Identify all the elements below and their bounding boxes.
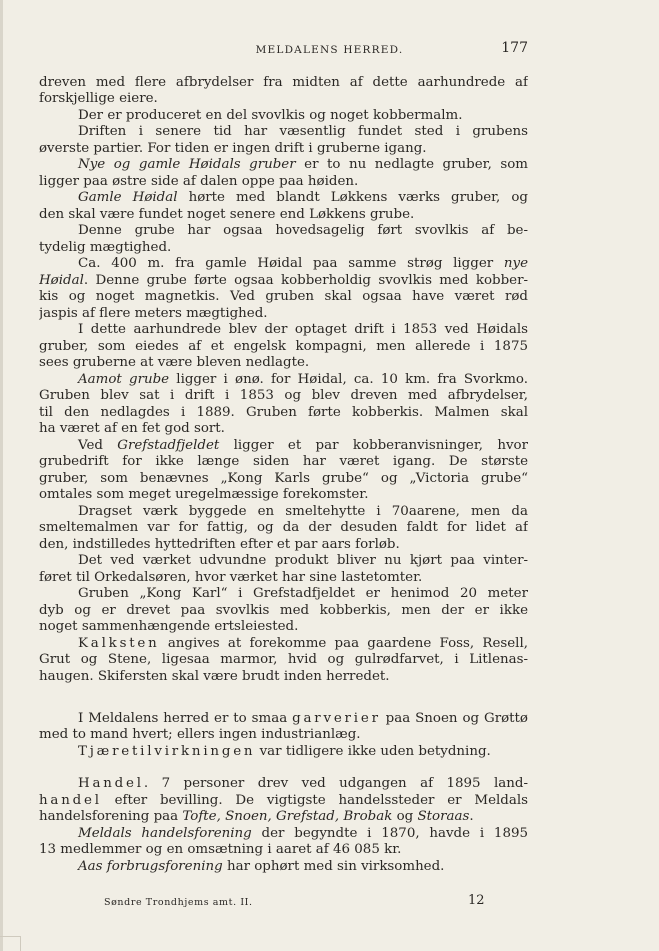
text-line: Grut og Stene, ligesaa marmor, hvid og gulrødfarvet, i Litlenas- [39,652,528,667]
text-line: smeltemalmen var for fattig, og da der desuden faldt for lidet af [39,520,528,535]
text-line: Det ved værket udvundne produkt bliver nu kjørt paa vinter- [78,553,528,568]
text-line: Aas forbrugsforening har ophørt med sin virksomhed. [78,859,445,874]
text-line: med to mand hvert; ellers ingen industrianlæg. [39,727,361,742]
text-line: Dragset værk byggede en smeltehytte i 70aarene, men da [78,504,528,519]
text-line: handel efter bevilling. De vigtigste handelssteder er Meldals [39,793,528,808]
text-line: noget sammenhængende ertsleiested. [39,619,299,634]
text-line: I dette aarhundrede blev der optaget drift i 1853 ved Høidals [78,322,528,337]
page-corner [0,936,21,951]
text-line: grubedrift for ikke længe siden har været igang. De største [39,454,528,469]
page-edge [0,0,3,951]
text-line: Handel. 7 personer drev ved udgangen af 1895 land- [78,776,528,791]
text-line: gruber, som eiedes af et engelsk kompagni, men allerede i 1875 [39,339,528,354]
text-line: Driften i senere tid har væsentlig fundet sted i grubens [78,124,528,139]
footer-signature: Søndre Trondhjems amt. II. [104,897,253,908]
text-line: Gamle Høidal hørte med blandt Løkkens værks gruber, og [78,190,528,205]
text-line: Gruben blev sat i drift i 1853 og blev dreven med afbrydelser, [39,388,528,403]
text-line: omtales som meget uregelmæssige forekomster. [39,487,369,502]
text-line: Der er produceret en del svovlkis og noget kobbermalm. [78,108,463,123]
text-line: Ved Grefstadfjeldet ligger et par kobberanvisninger, hvor [78,438,528,453]
text-line: gruber, som benævnes „Kong Karls grube“ og „Victoria grube“ [39,471,528,486]
text-line: Nye og gamle Høidals gruber er to nu nedlagte gruber, som [78,157,528,172]
text-line: kis og noget magnetkis. Ved gruben skal ogsaa have været rød [39,289,528,304]
text-line: sees gruberne at være bleven nedlagte. [39,355,310,370]
text-line: I Meldalens herred er to smaa garverier paa Snoen og Grøttø [78,711,528,726]
text-line: Aamot grube ligger i ønø. for Høidal, ca. 10 km. fra Svorkmo. [78,372,528,387]
text-line: øverste partier. For tiden er ingen drift i gruberne igang. [39,141,427,156]
text-line: Ca. 400 m. fra gamle Høidal paa samme strøg ligger nye [78,256,528,271]
running-header: MELDALENS HERRED. [255,44,404,56]
footer-sheet-number: 12 [468,893,485,908]
text-line: Tjæretilvirkningen var tidligere ikke uden betydning. [78,744,491,759]
text-line: tydelig mægtighed. [39,240,172,255]
text-line: den skal være fundet noget senere end Løkkens grube. [39,207,415,222]
text-line: handelsforening paa Tofte, Snoen, Grefstad, Brobak og Storaas. [39,809,474,824]
text-line: ligger paa østre side af dalen oppe paa høiden. [39,174,359,189]
text-line: Denne grube har ogsaa hovedsagelig ført svovlkis af be- [78,223,528,238]
text-line: Gruben „Kong Karl“ i Grefstadfjeldet er henimod 20 meter [78,586,528,601]
text-line: føret til Orkedalsøren, hvor værket har sine lastetomter. [39,570,423,585]
text-line: Meldals handelsforening der begyndte i 1870, havde i 1895 [78,826,528,841]
page-number: 177 [501,40,528,56]
text-line: ha været af en fet god sort. [39,421,225,436]
text-line: til den nedlagdes i 1889. Gruben førte kobberkis. Malmen skal [39,405,528,420]
text-line: forskjellige eiere. [39,91,158,106]
text-line: dyb og er drevet paa svovlkis med kobberkis, men der er ikke [39,603,528,618]
text-line: jaspis af flere meters mægtighed. [39,306,268,321]
text-line: Kalksten angives at forekomme paa gaardene Foss, Resell, [78,636,528,651]
text-line: den, indstilledes hyttedriften efter et par aars forløb. [39,537,400,552]
text-line: Høidal. Denne grube førte ogsaa kobberholdig svovlkis med kobber- [39,273,528,288]
text-line: haugen. Skifersten skal være brudt inden herredet. [39,669,390,684]
text-line: 13 medlemmer og en omsætning i aaret af 46 085 kr. [39,842,402,857]
text-line: dreven med flere afbrydelser fra midten af dette aarhundrede af [39,75,528,90]
